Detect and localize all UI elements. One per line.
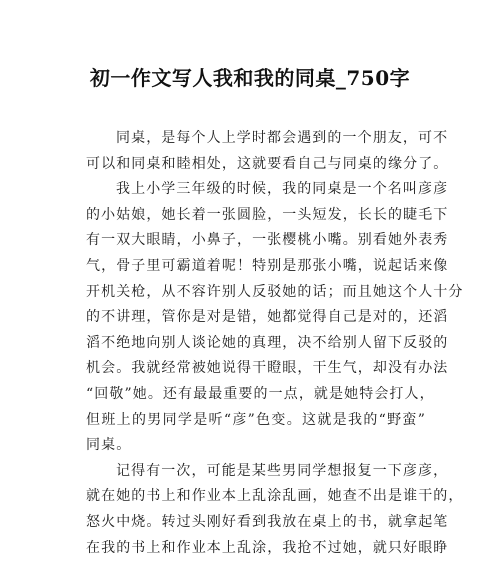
paragraph-line: 可以和同桌和睦相处，这就要看自己与同桌的缘分了。 [86, 155, 449, 172]
paragraph-line: 滔不绝地向别人谈论她的真理，决不给别人留下反驳的 [86, 334, 449, 351]
paragraph-line: 的小姑娘，她长着一张圆脸，一头短发，长长的睫毛下 [86, 206, 449, 223]
paragraph-line: 同桌。 [86, 437, 132, 454]
paragraph-line: 怒火中烧。转过头刚好看到我放在桌上的书，就拿起笔 [86, 513, 449, 530]
document-body [86, 126, 464, 561]
document-title: 初一作文写人我和我的同桌_750字 [89, 66, 411, 90]
paragraph-line: 气，骨子里可霸道着呢！特别是那张小嘴，说起话来像 [86, 257, 449, 274]
paragraph-line: 就在她的书上和作业本上乱涂乱画，她查不出是谁干的， [86, 488, 464, 505]
paragraph-line: 开机关枪，从不容许别人反驳她的话；而且她这个人十分 [86, 283, 464, 300]
paragraph-line: 同桌，是每个人上学时都会遇到的一个朋友，可不 [116, 130, 449, 146]
paragraph-line: 我上小学三年级的时候，我的同桌是一个名叫彦彦 [116, 181, 449, 198]
paragraph-line: 的不讲理，管你是对是错，她都觉得自己是对的，还滔 [86, 309, 449, 326]
paragraph-line: 记得有一次，可能是某些男同学想报复一下彦彦， [116, 462, 449, 479]
paragraph-line: 但班上的男同学是听“彦”色变。这就是我的“野蛮” [86, 411, 426, 428]
paragraph-line: 在我的书上和作业本上乱涂，我抢不过她，就只好眼睁 [86, 539, 449, 556]
paragraph-line: “回敬”她。还有最最重要的一点，就是她特会打人， [86, 385, 435, 402]
paragraph-line: 有一双大眼睛，小鼻子，一张樱桃小嘴。别看她外表秀 [86, 232, 449, 249]
paragraph-line: 机会。我就经常被她说得干瞪眼，干生气，却没有办法 [86, 360, 449, 377]
